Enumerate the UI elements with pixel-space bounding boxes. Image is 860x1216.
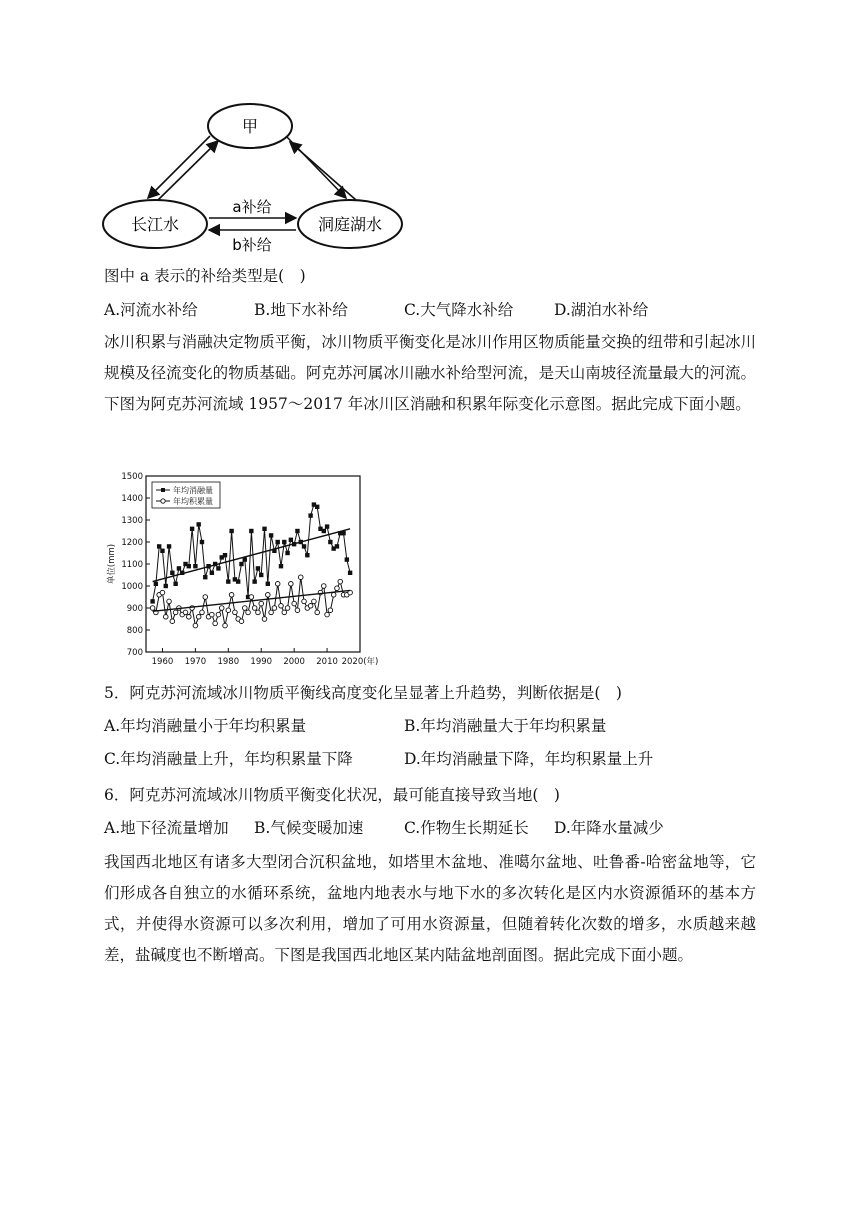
data-point-melt (160, 549, 164, 553)
data-point-melt (266, 582, 270, 586)
data-point-melt (239, 562, 243, 566)
y-tick-label: 1100 (121, 560, 143, 570)
data-point-melt (308, 513, 312, 517)
data-point-accum (315, 610, 320, 615)
data-point-melt (229, 529, 233, 533)
legend-marker-accum (161, 499, 165, 503)
data-point-melt (275, 540, 279, 544)
data-point-melt (177, 566, 181, 570)
data-point-accum (219, 606, 224, 611)
arrow-b-label: b补给 (232, 236, 272, 254)
data-point-accum (252, 606, 257, 611)
data-point-accum (298, 575, 303, 580)
arrow-changjiang-to-jia (158, 141, 218, 200)
data-point-melt (335, 544, 339, 548)
question-5-options-row2 (104, 748, 653, 770)
data-point-accum (229, 593, 234, 598)
data-point-accum (216, 612, 221, 617)
data-point-accum (200, 610, 205, 615)
data-point-melt (226, 579, 230, 583)
data-point-melt (252, 579, 256, 583)
data-point-accum (338, 579, 343, 584)
data-point-accum (193, 623, 198, 628)
option-d: D.年降水量减少 (554, 819, 664, 837)
data-point-accum (167, 599, 172, 604)
option-d: D.湖泊水补给 (554, 301, 649, 319)
data-point-accum (163, 615, 168, 620)
trendline-2 (153, 590, 351, 611)
passage-basin: 我国西北地区有诸多大型闭合沉积盆地，如塔里木盆地、准噶尔盆地、吐鲁番-哈密盆地等，它们形成各自独立的水循环系统，盆地内地表水与地下水的多次转化是区内水资源循环的基本方式，并使得水资源可以多次利用，增加了可用水资源量，但随着转化次数的增多，水质越来越差，盐碱度也不断增高。下图是我国西北地区某内陆盆地剖面图。据此完成下面小题。 (104, 853, 756, 964)
data-point-melt (325, 524, 329, 528)
option-b: B.地下水补给 (254, 301, 348, 319)
arrow-dongting-to-jia (290, 142, 356, 200)
data-point-melt (236, 579, 240, 583)
data-point-melt (249, 529, 253, 533)
series-line-1 (153, 505, 351, 602)
data-point-melt (196, 522, 200, 526)
data-point-accum (331, 593, 336, 598)
data-point-accum (173, 610, 178, 615)
data-point-accum (160, 590, 165, 595)
y-tick-label: 1000 (121, 582, 143, 592)
x-tick-label: 2020(年) (341, 657, 379, 667)
data-point-melt (345, 557, 349, 561)
data-point-accum (226, 608, 231, 613)
option-c: C.作物生长期延长 (404, 819, 529, 837)
data-point-melt (289, 538, 293, 542)
data-point-accum (335, 586, 340, 591)
y-tick-label: 900 (126, 604, 143, 614)
legend-marker-melt (161, 488, 165, 492)
data-point-accum (183, 610, 188, 615)
question-prev-options (104, 299, 648, 321)
data-point-melt (154, 582, 158, 586)
option-b: B.气候变暖加速 (254, 819, 364, 837)
data-point-melt (322, 529, 326, 533)
legend-label-melt: 年均消融量 (173, 486, 213, 495)
question-5-stem: 5．阿克苏河流域冰川物质平衡线高度变化呈显著上升趋势，判断依据是( ) (104, 684, 622, 702)
data-point-accum (223, 623, 228, 628)
data-point-melt (150, 599, 154, 603)
data-point-accum (249, 595, 254, 600)
data-point-melt (167, 544, 171, 548)
y-tick-label: 700 (126, 648, 143, 658)
data-point-melt (187, 564, 191, 568)
data-point-melt (170, 571, 174, 575)
data-point-accum (259, 601, 264, 606)
arrow-jia-to-dongting (286, 136, 346, 198)
data-point-accum (239, 619, 244, 624)
passage-glacier: 冰川积累与消融决定物质平衡，冰川物质平衡变化是冰川作用区物质能量交换的纽带和引起冰川规模及径流变化的物质基础。阿克苏河属冰川融水补给型河流，是天山南坡径流量最大的河流。下图为阿克苏河流域 1957～2017 年冰川区消融和积累年际变化示意图。据此完成下面小题。 (104, 333, 756, 413)
water-recharge-diagram (100, 100, 420, 260)
data-point-accum (196, 615, 201, 620)
x-tick-label: 2000 (283, 657, 305, 667)
data-point-melt (216, 566, 220, 570)
arrow-a-label: a补给 (232, 198, 272, 216)
y-tick-label: 1500 (121, 472, 143, 482)
y-tick-label: 1400 (121, 494, 143, 504)
node-jia-label: 甲 (241, 117, 259, 136)
data-point-melt (302, 544, 306, 548)
data-point-accum (312, 599, 317, 604)
data-point-melt (262, 527, 266, 531)
data-point-melt (285, 551, 289, 555)
data-point-accum (272, 606, 277, 611)
data-point-melt (164, 584, 168, 588)
data-point-accum (262, 617, 267, 622)
arrow-jia-to-changjiang (148, 136, 210, 198)
y-tick-label: 1200 (121, 538, 143, 548)
data-point-melt (157, 544, 161, 548)
data-point-melt (295, 529, 299, 533)
data-point-melt (203, 575, 207, 579)
option-a: A.河流水补给 (104, 301, 198, 319)
data-point-melt (328, 540, 332, 544)
data-point-accum (233, 610, 238, 615)
data-point-melt (173, 582, 177, 586)
data-point-melt (315, 505, 319, 509)
option-a: A.地下径流量增加 (104, 819, 229, 837)
data-point-accum (256, 610, 261, 615)
data-point-accum (308, 604, 313, 609)
data-point-accum (285, 606, 290, 611)
data-point-melt (200, 540, 204, 544)
x-tick-label: 1990 (250, 657, 273, 667)
y-tick-label: 800 (126, 626, 143, 636)
node-changjiang-label: 长江水 (130, 215, 180, 234)
option-c: C.年均消融量上升，年均积累量下降 (104, 750, 353, 768)
y-tick-label: 1300 (121, 516, 143, 526)
data-point-accum (242, 606, 247, 611)
data-point-accum (325, 612, 330, 617)
data-point-accum (266, 593, 271, 598)
data-point-accum (210, 612, 215, 617)
data-point-melt (190, 527, 194, 531)
data-point-accum (282, 610, 287, 615)
data-point-accum (328, 608, 333, 613)
x-tick-label: 1970 (184, 657, 207, 667)
legend-label-accum: 年均积累量 (173, 497, 213, 506)
data-point-melt (223, 553, 227, 557)
data-point-melt (256, 566, 260, 570)
data-point-accum (203, 595, 208, 600)
data-point-accum (321, 584, 326, 589)
data-point-accum (295, 608, 300, 613)
question-prev-stem: 图中 a 表示的补给类型是( ) (104, 267, 306, 285)
data-point-melt (348, 571, 352, 575)
x-tick-label: 1980 (217, 657, 240, 667)
data-point-accum (302, 599, 307, 604)
question-6-options (104, 817, 664, 839)
data-point-melt (305, 553, 309, 557)
y-axis-label: 单位(mm) (107, 543, 117, 585)
data-point-accum (187, 615, 192, 620)
data-point-melt (259, 573, 263, 577)
data-point-melt (193, 564, 197, 568)
option-a: A.年均消融量小于年均积累量 (104, 717, 307, 735)
x-tick-label: 2010 (316, 657, 338, 667)
option-c: C.大气降水补给 (404, 301, 514, 319)
data-point-accum (170, 619, 175, 624)
data-point-accum (289, 582, 294, 587)
option-d: D.年均消融量下降，年均积累量上升 (404, 750, 654, 768)
data-point-accum (279, 604, 284, 609)
data-point-melt (210, 571, 214, 575)
data-point-accum (269, 610, 274, 615)
question-5-options-row1 (104, 715, 606, 737)
question-6-stem: 6．阿克苏河流域冰川物质平衡变化状况，最可能直接导致当地( ) (104, 786, 560, 804)
x-tick-label: 1960 (151, 657, 174, 667)
data-point-accum (292, 601, 297, 606)
data-point-accum (246, 610, 251, 615)
glacier-balance-chart (104, 466, 404, 670)
data-point-melt (269, 533, 273, 537)
node-dongting-label: 洞庭湖水 (317, 215, 383, 234)
option-b: B.年均消融量大于年均积累量 (404, 717, 607, 735)
data-point-melt (279, 564, 283, 568)
data-point-accum (150, 606, 155, 611)
data-point-melt (282, 540, 286, 544)
data-point-accum (275, 582, 280, 587)
data-point-accum (213, 621, 218, 626)
